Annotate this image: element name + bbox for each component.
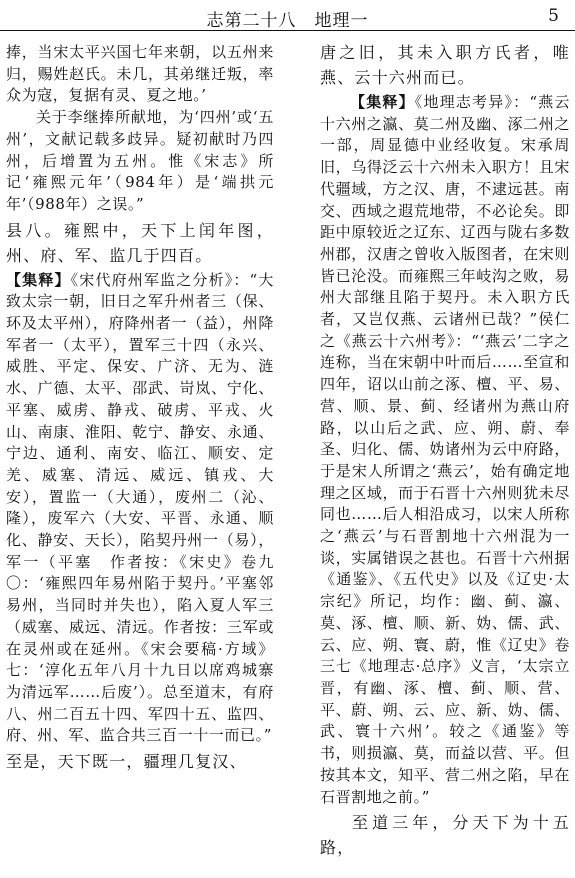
commentary-label: 【集释】 xyxy=(350,93,415,111)
main-text-paragraph: 县八。雍熙中，天下上闰年图，州、府、军、监几于四百。 xyxy=(6,220,274,265)
header-rule xyxy=(0,30,575,31)
left-column xyxy=(6,40,274,776)
commentary-paragraph xyxy=(6,270,274,747)
main-text-paragraph: 唐之旧，其未入职方氏者，唯燕、云十六州而已。 xyxy=(320,43,570,87)
commentary-text: 《地理志考异》：“燕云十六州之瀛、莫二州及幽、涿二州之一部，周显德中业经收复。宋承周旧，乌得泛云十六州未入职方！且宋代疆域，方之汉、唐，不逮远甚。南交、西域之遐荒地带，不必论矣。即距中原较近之辽东、辽西与陇右多数州郡，汉唐之曾收入版图者，在宋则皆已沦没。而雍熙三年岐沟之败，易州大部继且陷于契丹。未入职方氏者，又岂仅燕、云诸州已哉？”侯仁之《燕云十六州考》：“‘燕云’二字之连称，当在宋朝中叶而后……至宣和四年，诏以山前之涿、檀、平、易、营、顺、景、蓟、经诸州为燕山府路，以山后之武、应、朔、蔚、奉圣、归化、儒、妫诸州为云中府路，于是宋人所谓之‘燕云’，始有确定地理之区域，而于石晋十六州则犹未尽同也……后人相沿成习，以宋人所称之‘燕云’与石晋割地十六州混为一谈，实属错误之甚也。石晋十六州据《通鉴》、《五代史》以及《辽史·太宗纪》所记，均作：幽、蓟、瀛、莫、涿、檀、顺、新、妫、儒、武、云、应、朔、寰、蔚，惟《辽史》卷三七《地理志·总序》义言，‘太宗立晋，有幽、涿、檀、蓟、顺、营、平、蔚、朔、云、应、新、妫、儒、武、寰十六州’。较之《通鉴》等书，则损瀛、莫，而益以营、平。但按其本文，知平、营二州之陷，早在石晋割地之前。” xyxy=(320,93,570,806)
commentary-label: 【集释】 xyxy=(6,270,71,289)
main-text-paragraph: 至道三年，分天下为十五路， xyxy=(320,813,570,858)
page-number: 5 xyxy=(548,6,559,26)
running-title: 志第二十八 地理一 xyxy=(206,11,369,31)
page-header xyxy=(0,0,575,32)
commentary-text: 《宋代府州军监之分析》：“大致太宗一朝，旧日之军升州者三（保、环及太平州），府降州者一（益），州降军者一（太平），置军三十四（永兴、威胜、平定、保安、广济、无为、涟水、广德、太平、邵武、岢岚、宁化、平塞、威虏、静戎、破虏、平戎、火山、南康、淮阳、乾宁、静安、永通、宁边、通利、南安、临江、顺安、定羌、威塞、清远、威远、镇戎、大安），置监一（大通），废州二（沁、隆），废军六（大安、平晋、永通、顺化、静安、天长），陷契丹州一（易），军一（平塞 作者按：《宋史》卷九〇：‘雍熙四年易州陷于契丹。’平塞邻易州，当同时并失也），陷入夏人军三（威塞、威远、清远。作者按：三军或在灵州或在延州。《宋会要稿·方域》七：‘淳化五年八月十九日以席鸡城寨为清远军……后废’）。总至道末，有府八、州二百五十四、军四十五、监四、府、州、军、监合共三百一十一而已。” xyxy=(6,270,274,745)
note-continuation-paragraph: 捧，当宋太平兴国七年来朝，以五州来归，赐姓赵氏。未几，其弟继迁叛，率众为寇，复据有灵、夏之地。’ xyxy=(6,43,274,105)
commentary-paragraph xyxy=(320,92,570,808)
note-paragraph: 关于李继捧所献地，为‘四州’或‘五州’，文献记载多歧异。疑初献时乃四州，后增置为五州。惟《宋志》所记‘雍熙元年’（984年）是‘端拱元年’（988年）之误。” xyxy=(6,108,274,213)
main-text-paragraph: 至是，天下既一，疆理几复汉、 xyxy=(6,752,247,772)
right-column xyxy=(320,40,570,862)
